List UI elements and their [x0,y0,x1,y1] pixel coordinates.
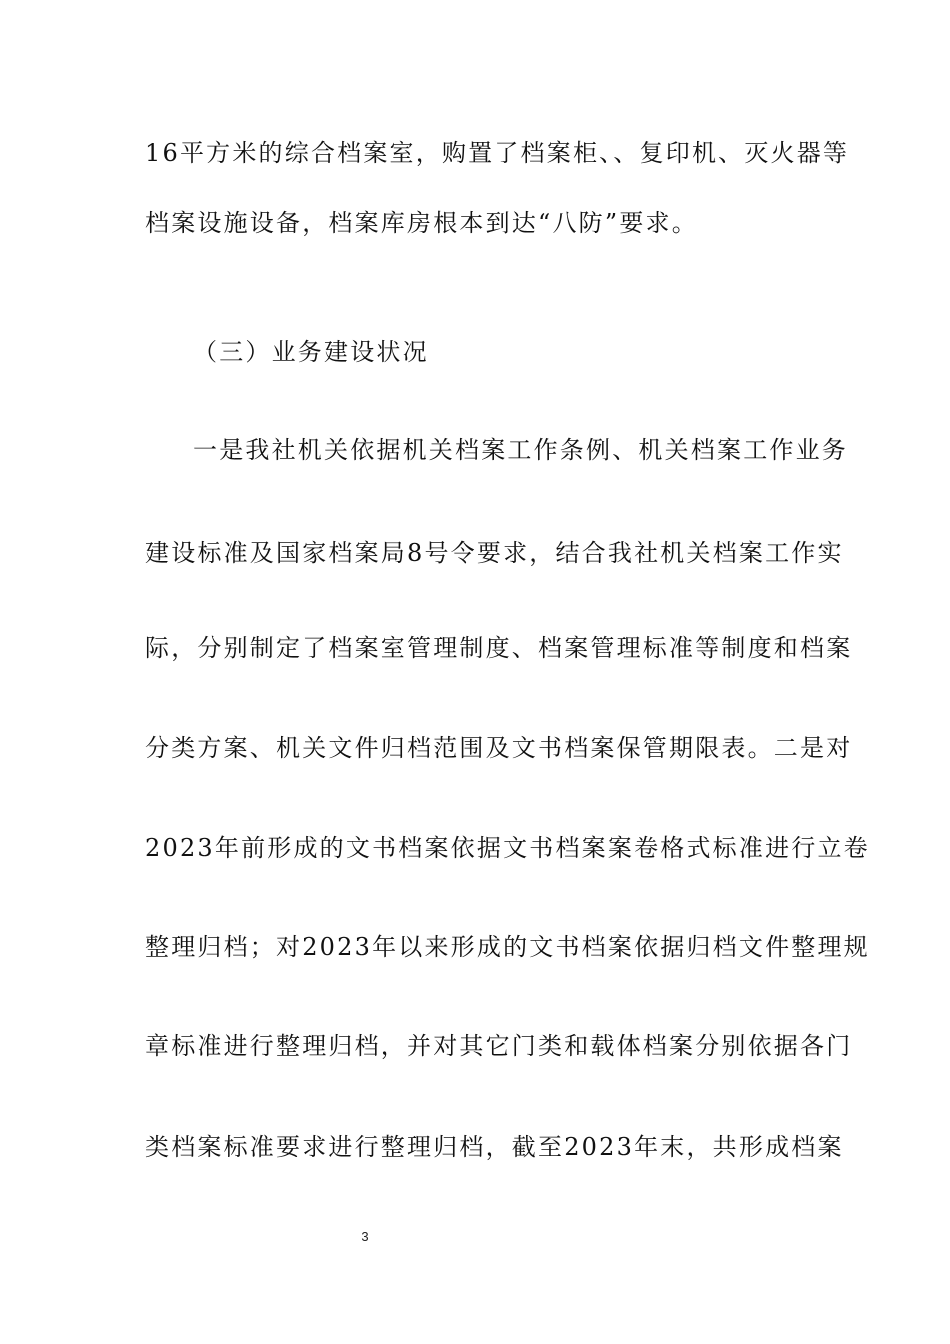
body-text-line: 一是我社机关依据机关档案工作条例、机关档案工作业务 [193,436,848,464]
body-text-line: 档案设施设备，档案库房根本到达“八防”要求。 [145,209,698,237]
body-text-line: 章标准进行整理归档，并对其它门类和载体档案分别依据各门 [145,1032,853,1060]
body-text-line: 16平方米的综合档案室，购置了档案柜、、复印机、灭火器等 [145,139,850,167]
body-text-line: 整理归档；对2023年以来形成的文书档案依据归档文件整理规 [145,933,870,961]
body-text-line: 类档案标准要求进行整理归档，截至2023年末，共形成档案 [145,1133,844,1161]
body-text-line: 分类方案、机关文件归档范围及文书档案保管期限表。二是对 [145,734,853,762]
body-text-line: 际，分别制定了档案室管理制度、档案管理标准等制度和档案 [145,634,853,662]
section-heading: （三）业务建设状况 [193,338,429,366]
body-text-line: 建设标准及国家档案局8号令要求，结合我社机关档案工作实 [145,539,844,567]
page-number: 3 [361,1229,369,1244]
body-text-line: 2023年前形成的文书档案依据文书档案案卷格式标准进行立卷 [145,834,870,862]
